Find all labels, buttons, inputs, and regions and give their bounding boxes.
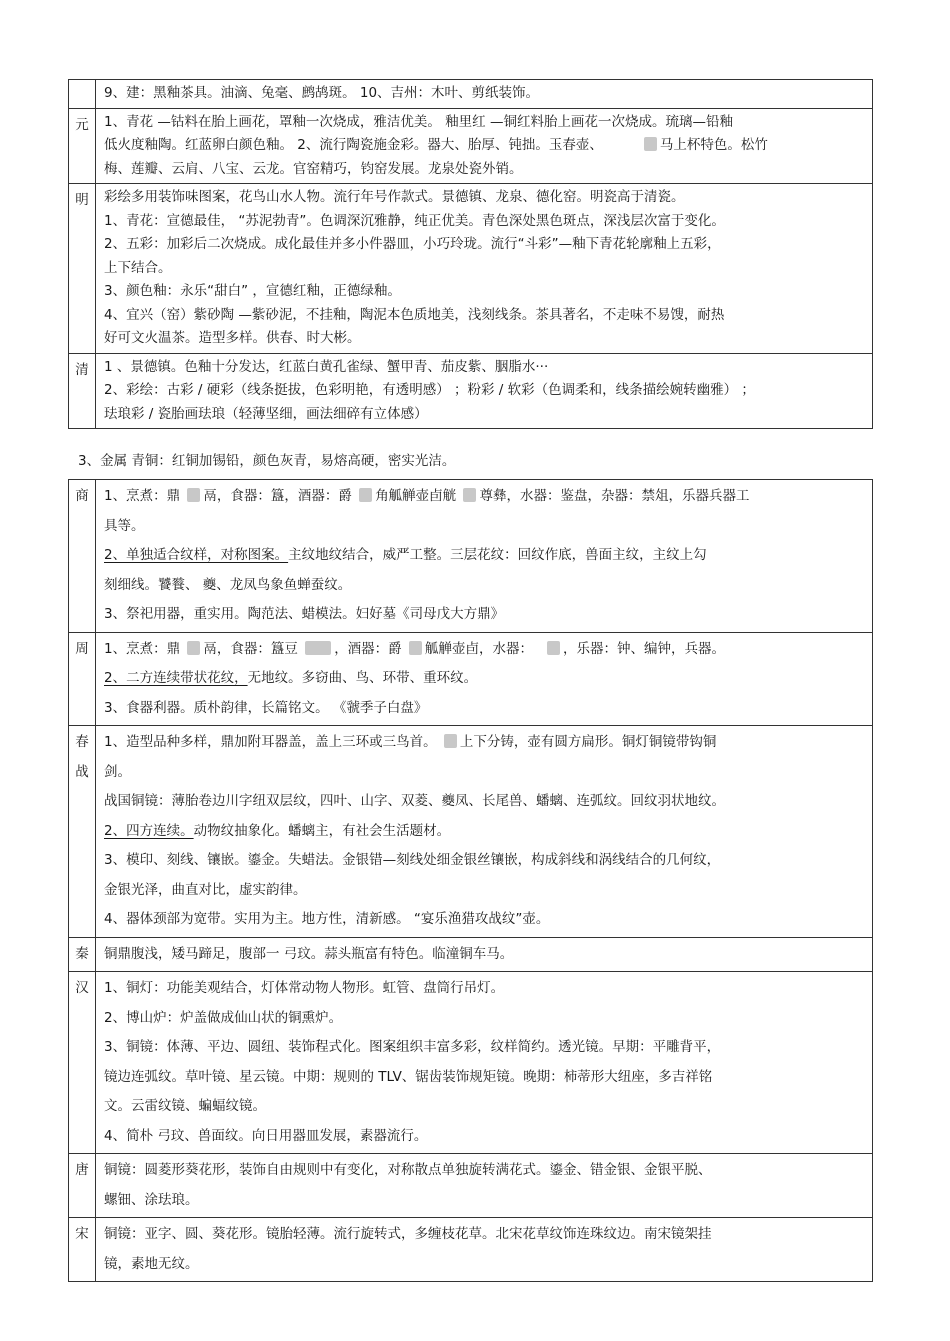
content-cell xyxy=(96,1154,873,1218)
text-segment: 动物纹抽象化。蟠螭主，有社会生活题材。 xyxy=(193,822,451,839)
vessel-glyph-icon xyxy=(409,641,422,655)
underlined-text: 2、单独适合纹样，对称图案。 xyxy=(104,547,289,563)
text-line: 金银光泽，曲直对比，虚实韵律。 xyxy=(104,881,307,898)
text-line: 3、祭祀用器，重实用。陶范法、蜡模法。妇好墓《司母戊大方鼎》 xyxy=(104,606,505,622)
content-cell xyxy=(96,972,873,1154)
content-cell xyxy=(96,184,873,354)
text-line: 战国铜镜：薄胎卷边川字纽双层纹，四叶、山字、双菱、夔凤、长尾兽、蟠螭、连弧纹。回纹羽状地纹。 xyxy=(104,793,725,809)
era-cell-shang: 商 xyxy=(69,480,96,633)
vessel-glyph-icon xyxy=(187,641,200,655)
vessel-glyph-icon xyxy=(359,488,372,502)
underlined-text: 2、二方连续带状花纹， xyxy=(104,670,248,686)
text-line: 螺钿、涂珐琅。 xyxy=(104,1191,199,1208)
text-line xyxy=(104,728,866,758)
table-row xyxy=(69,1218,873,1282)
text-line: 4、宜兴（窑）紫砂陶 —紫砂泥，不挂釉，陶泥本色质地美，浅刻线条。茶具著名，不走味不易馊，耐热 xyxy=(104,306,725,323)
text-line: 铜镜：圆菱形葵花形，装饰自由规则中有变化，对称散点单独旋转满花式。鎏金、错金银、金银平脱、 xyxy=(104,1162,712,1178)
table-row xyxy=(69,80,873,109)
text-line: 4、简朴 弓玟、兽面纹。向日用器皿发展，素器流行。 xyxy=(104,1127,428,1144)
text-line: 好可文火温茶。造型多样。供春、时大彬。 xyxy=(104,330,361,346)
text-line: 具等。 xyxy=(104,517,145,534)
text-segment: 1、烹煮：鼎 xyxy=(104,488,185,504)
text-segment: 鬲，食器：簋，酒器：爵 xyxy=(203,488,357,504)
text-line xyxy=(104,635,866,665)
text-line: 2、彩绘：古彩 / 硬彩（线条挺拔，色彩明艳，有透明感） ；粉彩 / 软彩（色调柔和，线条描绘婉转幽雅） ； xyxy=(104,382,755,398)
text-line: 1、青花：宣德最佳， “苏泥勃青”。色调深沉雅静，纯正优美。青色深处黑色斑点，深浅层次富于变化。 xyxy=(104,212,725,229)
table-row xyxy=(69,972,873,1154)
era-cell-zhou: 周 xyxy=(69,632,96,726)
vessel-glyph-icon xyxy=(644,137,657,151)
text-line: 3、铜镜：体薄、平边、圆纽、装饰程式化。图案组织丰富多彩，纹样简约。透光镜。早期：平雕背平， xyxy=(104,1039,721,1055)
section-heading-metal: 3、金属 青铜：红铜加锡铅，颜色灰青，易熔高硬，密实光洁。 xyxy=(78,453,456,469)
text-line: 文。云雷纹镜、蝙蝠纹镜。 xyxy=(104,1098,266,1114)
text-line: 4、器体颈部为宽带。实用为主。地方性，清新感。 “宴乐渔猎攻战纹”壶。 xyxy=(104,911,550,927)
text-line: 1、铜灯：功能美观结合，灯体常动物人物形。虹管、盘筒行吊灯。 xyxy=(104,980,505,996)
ceramics-table xyxy=(68,79,873,429)
text-line: 9、建：黑釉茶具。油滴、兔毫、鹧鸪斑。 10、吉州：木叶、剪纸装饰。 xyxy=(104,85,540,101)
text-line: 铜鼎腹浅，矮马蹄足，腹部一 弓玟。蒜头瓶富有特色。临潼铜车马。 xyxy=(104,945,514,962)
era-cell-han: 汉 xyxy=(69,972,96,1154)
content-cell xyxy=(96,80,873,109)
era-cell-ming: 明 xyxy=(69,184,96,354)
text-line xyxy=(104,817,866,847)
text-line: 2、五彩：加彩后二次烧成。成化最佳并多小件器皿，小巧玲珑。流行“斗彩”—釉下青花轮廓釉上五彩， xyxy=(104,236,721,252)
table-row xyxy=(69,353,873,429)
era-cell-qing: 清 xyxy=(69,353,96,429)
text-line: 镜边连弧纹。草叶镜、星云镜。中期：规则的 TLV、锯齿装饰规矩镜。晚期：柿蒂形大纽座，多吉祥铭 xyxy=(104,1068,713,1085)
text-line xyxy=(104,482,866,512)
era-cell xyxy=(69,80,96,109)
text-line: 上下结合。 xyxy=(104,259,172,276)
text-segment: 无地纹。多窃曲、鸟、环带、重环纹。 xyxy=(247,670,478,686)
content-cell xyxy=(96,1218,873,1282)
era-cell-qin: 秦 xyxy=(69,937,96,972)
table-row xyxy=(69,1154,873,1218)
era-cell-song: 宋 xyxy=(69,1218,96,1282)
text-line: 铜镜：亚字、圆、葵花形。镜胎轻薄。流行旋转式，多缠枝花草。北宋花草纹饰连珠纹边。南宋镜架挂 xyxy=(104,1226,712,1242)
text-segment: 1、造型品种多样，鼎加附耳器盖，盖上三环或三鸟首。 xyxy=(104,734,441,750)
content-cell xyxy=(96,726,873,938)
text-segment: 主纹地纹结合，威严工整。三层花纹：回纹作底，兽面主纹，主纹上勾 xyxy=(288,547,707,563)
text-line: 3、食器利器。质朴韵律，长篇铭文。 《虢季子白盘》 xyxy=(104,699,428,716)
content-cell xyxy=(96,632,873,726)
table-row xyxy=(69,726,873,938)
text-line: 3、模印、刻线、镶嵌。鎏金。失蜡法。金银错—刻线处细金银丝镶嵌，构成斜线和涡线结合的几何纹， xyxy=(104,852,721,868)
content-cell xyxy=(96,937,873,972)
text-line: 珐琅彩 / 瓷胎画珐琅（轻薄坚细，画法细碎有立体感） xyxy=(104,405,428,422)
text-line: 刻细线。饕餮、 夔、龙凤鸟象鱼蝉蚕纹。 xyxy=(104,576,352,593)
text-segment: 1、烹煮：鼎 xyxy=(104,640,185,657)
content-cell xyxy=(96,353,873,429)
era-cell-tang: 唐 xyxy=(69,1154,96,1218)
text-segment: 觚觯壶卣，水器： xyxy=(424,640,533,657)
bronze-table xyxy=(68,479,873,1282)
text-line: 3、颜色釉：永乐“甜白” ，宣德红釉，正德绿釉。 xyxy=(104,283,401,299)
vessel-glyph-icon xyxy=(547,641,560,655)
text-segment: ，酒器：爵 xyxy=(334,640,406,657)
table-row xyxy=(69,937,873,972)
text-segment: 尊彝，水器：鉴盘，杂器：禁俎，乐器兵器工 xyxy=(479,488,750,504)
table-row xyxy=(69,632,873,726)
text-line: 1 、景德镇。色釉十分发达，红蓝白黄孔雀绿、蟹甲青、茄皮紫、胭脂水··· xyxy=(104,358,549,375)
content-cell xyxy=(96,108,873,184)
text-segment: 鬲，食器：簋豆 xyxy=(203,640,303,657)
text-segment: 角觚觯壶卣觥 xyxy=(375,488,461,504)
text-line: 镜，素地无纹。 xyxy=(104,1255,199,1272)
content-cell xyxy=(96,480,873,633)
vessel-glyph-icon xyxy=(305,641,331,655)
era-cell-yuan: 元 xyxy=(69,108,96,184)
text-segment: 低火度釉陶。红蓝卵白颜色釉。 2、流行陶瓷施金彩。器大、胎厚、钝拙。玉春壶、 xyxy=(104,137,603,153)
vessel-glyph-icon xyxy=(187,488,200,502)
text-segment: 马上杯特色。松竹 xyxy=(659,137,768,153)
text-line: 2、博山炉：炉盖做成仙山状的铜熏炉。 xyxy=(104,1009,343,1026)
text-segment: ，乐器：钟、编钟，兵器。 xyxy=(562,640,725,657)
table-row xyxy=(69,108,873,184)
table-row xyxy=(69,184,873,354)
text-line: 1、青花 —钴料在胎上画花，罩釉一次烧成，雅洁优美。 釉里红 —铜红料胎上画花一次烧成。琉璃—铅釉 xyxy=(104,113,733,130)
vessel-glyph-icon xyxy=(444,734,457,748)
text-line: 剑。 xyxy=(104,763,131,780)
text-line xyxy=(104,134,866,158)
table-row xyxy=(69,480,873,633)
text-segment: 上下分铸，壶有圆方扁形。铜灯铜镜带钩铜 xyxy=(459,734,717,750)
underlined-text: 2、四方连续。 xyxy=(104,822,194,839)
text-line: 彩绘多用装饰味图案，花鸟山水人物。流行年号作款式。景德镇、龙泉、德化窑。明瓷高于清瓷。 xyxy=(104,189,685,205)
text-line: 梅、莲瓣、云肩、八宝、云龙。官窑精巧，钧窑发展。龙泉处瓷外销。 xyxy=(104,160,523,177)
text-line xyxy=(104,664,866,694)
era-char: 春 xyxy=(75,734,89,750)
text-line xyxy=(104,541,866,571)
era-char: 战 xyxy=(75,763,89,780)
era-cell-chunzhan xyxy=(69,726,96,938)
vessel-glyph-icon xyxy=(463,488,476,502)
